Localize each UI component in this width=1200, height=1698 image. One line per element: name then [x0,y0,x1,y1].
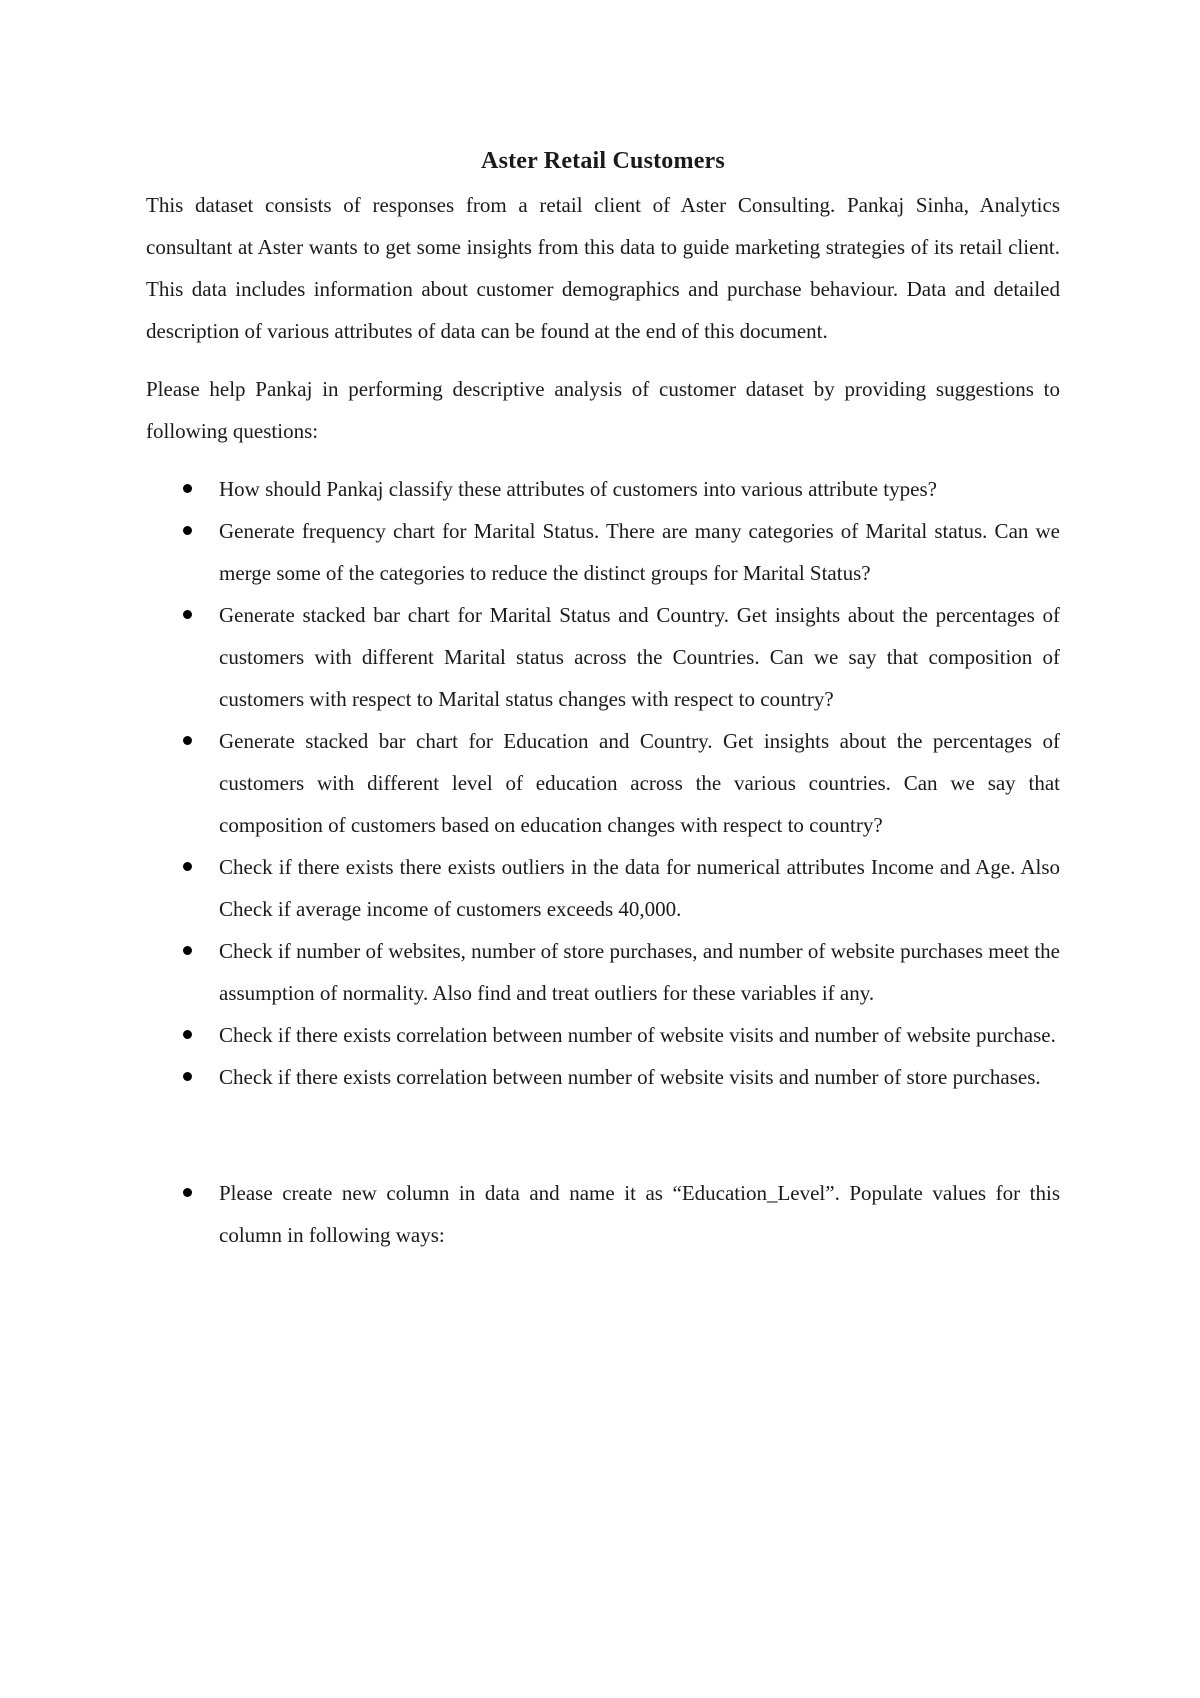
list-item [146,930,1060,1014]
bullet-icon [183,610,192,619]
help-paragraph: Please help Pankaj in performing descriptive analysis of customer dataset by providing suggestions to following questions: [146,377,1060,443]
list-item [146,1056,1060,1098]
bullet-icon [183,1188,192,1197]
list-item-text: Generate stacked bar chart for Marital Status and Country. Get insights about the percentages of customers with different Marital status across the Countries. Can we say that composition of customers with respect to Marital status changes with respect to country? [219,603,1060,711]
list-item [146,510,1060,594]
list-item [146,720,1060,846]
list-item-text: How should Pankaj classify these attributes of customers into various attribute types? [219,477,937,501]
bullet-icon [183,736,192,745]
list-item [146,1172,1060,1256]
bullet-icon [183,1030,192,1039]
bullet-icon [183,1072,192,1081]
list-item [146,1014,1060,1056]
list-item [146,846,1060,930]
bullet-icon [183,862,192,871]
list-item-text: Generate stacked bar chart for Education and Country. Get insights about the percentages of customers with different level of education across the various countries. Can we say that composition of customers based on education changes with respect to country? [219,729,1060,837]
document-title: Aster Retail Customers [481,148,725,174]
list-item-text: Generate frequency chart for Marital Status. There are many categories of Marital status. Can we merge some of the categories to reduce the distinct groups for Marital Status? [219,519,1060,585]
list-item-text: Please create new column in data and name it as “Education_Level”. Populate values for this column in following ways: [219,1181,1060,1247]
bullet-icon [183,946,192,955]
question-list [146,468,1060,1098]
list-item-text: Check if number of websites, number of store purchases, and number of website purchases meet the assumption of normality. Also find and treat outliers for these variables if any. [219,939,1060,1005]
list-item [146,468,1060,510]
intro-paragraph: This dataset consists of responses from a retail client of Aster Consulting. Pankaj Sinha, Analytics consultant at Aster wants to get some insights from this data to guide marketing strategies of its retail client. This data includes information about customer demographics and purchase behaviour. Data and detailed description of various attributes of data can be found at the end of this document. [146,193,1060,343]
document-body [146,146,1060,1256]
list-item [146,594,1060,720]
bullet-icon [183,526,192,535]
list-item-text: Check if there exists correlation between number of website visits and number of store purchases. [219,1065,1041,1089]
final-list [146,1172,1060,1256]
list-item-text: Check if there exists correlation between number of website visits and number of website purchase. [219,1023,1056,1047]
bullet-icon [183,484,192,493]
list-item-text: Check if there exists there exists outliers in the data for numerical attributes Income and Age. Also Check if average income of customers exceeds 40,000. [219,855,1060,921]
